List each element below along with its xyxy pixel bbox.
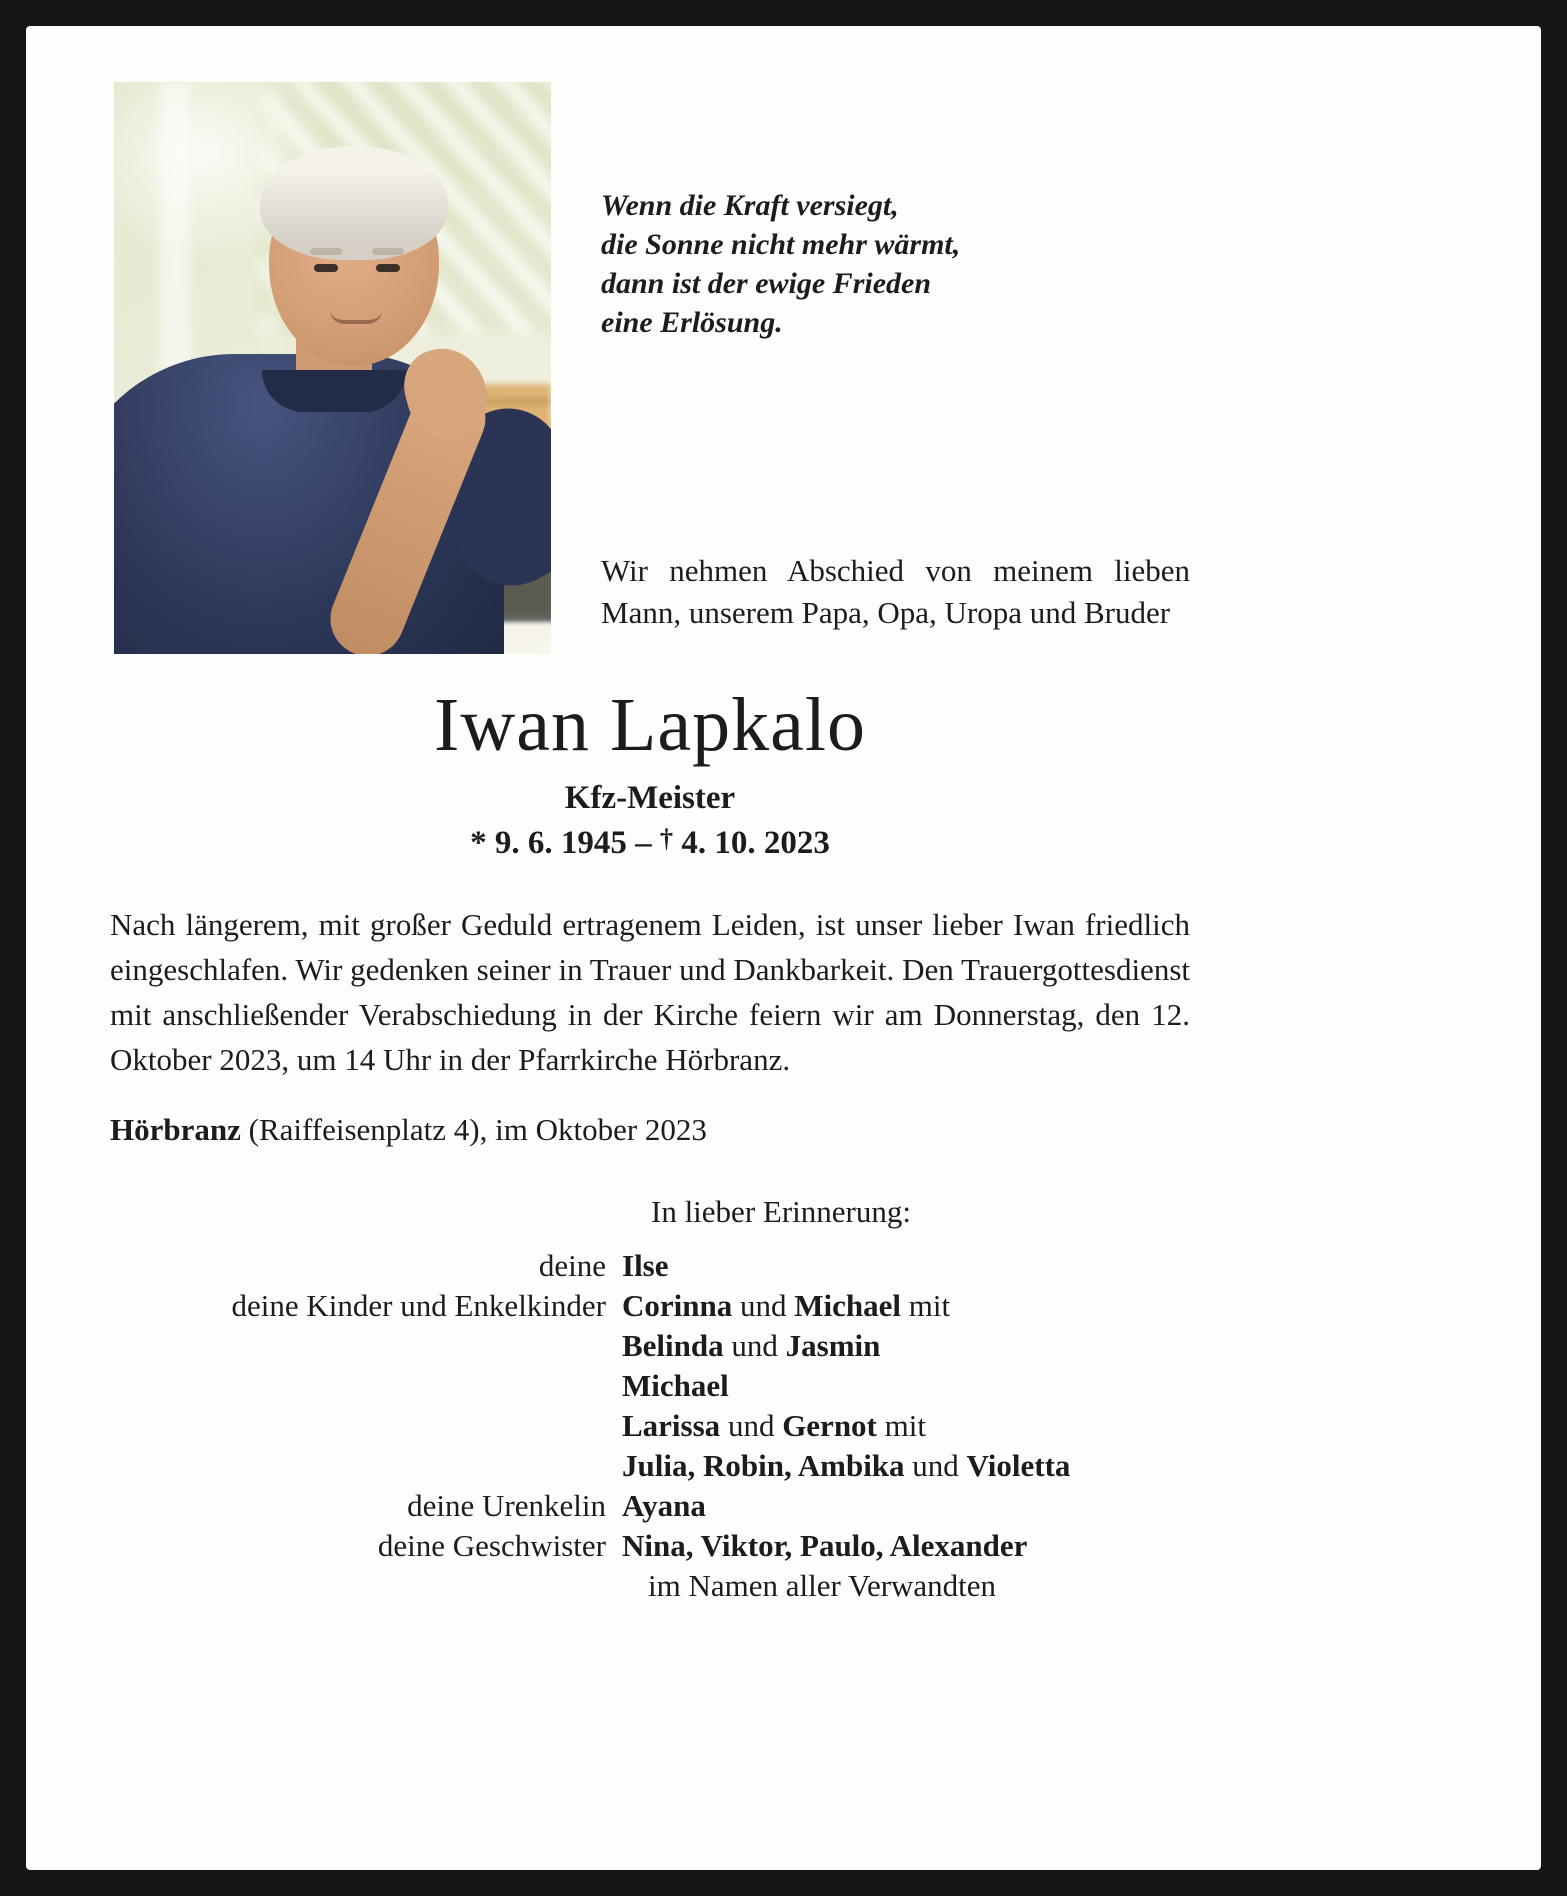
memorial-section xyxy=(110,1192,1190,1606)
memorial-relation-label: deine Kinder und Enkelkinder xyxy=(231,1287,606,1323)
memorial-relation-label xyxy=(110,1406,606,1446)
photo-shirt-collar xyxy=(262,370,406,412)
memorial-relation-label xyxy=(110,1366,606,1406)
memorial-line xyxy=(110,1326,1190,1366)
portrait-photo xyxy=(114,82,551,654)
memorial-relation-label xyxy=(110,1446,606,1486)
memorial-line xyxy=(110,1366,1190,1406)
memorial-names xyxy=(622,1366,1190,1406)
photo-man-hair xyxy=(260,146,448,260)
poem-line: dann ist der ewige Frieden xyxy=(601,267,932,300)
memorial-line xyxy=(110,1286,1190,1326)
memorial-name: Violetta xyxy=(966,1447,1071,1483)
deceased-profession: Kfz-Meister xyxy=(564,779,736,816)
dagger-symbol: † xyxy=(659,822,674,853)
memorial-name: Michael xyxy=(622,1367,729,1403)
place-date-line xyxy=(110,1112,1190,1148)
obituary-sheet xyxy=(26,26,1541,1870)
photo-eye-right xyxy=(376,264,400,272)
memorial-connector: mit xyxy=(901,1287,951,1323)
memorial-names xyxy=(622,1326,1190,1366)
memorial-line xyxy=(110,1406,1190,1446)
memorial-name: Corinna xyxy=(622,1287,733,1323)
memorial-relation-label xyxy=(110,1326,606,1366)
memorial-name: Julia, Robin, Ambika xyxy=(622,1447,905,1483)
memorial-relation-label: deine xyxy=(538,1247,606,1283)
memorial-line xyxy=(110,1446,1190,1486)
main-column xyxy=(110,26,1190,1606)
top-section xyxy=(110,26,1190,654)
memorial-names xyxy=(622,1486,1190,1526)
farewell-text: Wir nehmen Abschied von meinem lieben Mann, unserem Papa, Opa, Uropa und Bruder xyxy=(601,553,1190,630)
dates-separator: – xyxy=(626,824,660,861)
memorial-connector: und xyxy=(904,1447,967,1483)
memorial-line xyxy=(110,1566,1190,1606)
place-name: Hörbranz xyxy=(110,1111,241,1147)
announcement-text: Nach längerem, mit großer Geduld ertragenem Leiden, ist unser lieber Iwan friedlich eingeschlafen. Wir gedenken seiner in Trauer und Dankbarkeit. Den Trauergottesdienst mit anschließender Verabschiedung in der Kirche feiern wir am Donnerstag, den 12. Oktober 2023, um 14 Uhr in der Pfarrkirche Hörbranz. xyxy=(110,906,1190,1077)
poem-line: eine Erlösung. xyxy=(601,306,783,339)
memorial-line xyxy=(110,1246,1190,1286)
memorial-rows xyxy=(110,1246,1190,1606)
memorial-relation-label xyxy=(110,1566,606,1606)
memorial-names xyxy=(622,1566,1190,1606)
memorial-name: Larissa xyxy=(622,1407,721,1443)
top-right-column xyxy=(601,82,1190,654)
memorial-heading: In lieber Erinnerung: xyxy=(651,1193,911,1229)
photo-eye-left xyxy=(314,264,338,272)
memorial-name: Gernot xyxy=(782,1407,877,1443)
poem-line: die Sonne nicht mehr wärmt, xyxy=(601,228,961,261)
memorial-names xyxy=(622,1406,1190,1446)
memorial-relation-label: deine Geschwister xyxy=(377,1527,606,1563)
photo-mouth xyxy=(330,310,382,324)
memorial-names xyxy=(622,1246,1190,1286)
memorial-relation-label: deine Urenkelin xyxy=(407,1487,606,1523)
deceased-name: Iwan Lapkalo xyxy=(434,683,866,767)
memorial-connector: mit xyxy=(876,1407,926,1443)
memorial-connector: und xyxy=(720,1407,783,1443)
memorial-name: Ayana xyxy=(622,1487,706,1523)
death-date: 4. 10. 2023 xyxy=(673,824,830,861)
photo-eyebrow-left xyxy=(310,248,342,255)
memorial-name: Nina, Viktor, Paulo, Alexander xyxy=(622,1527,1028,1563)
memorial-name: Belinda xyxy=(622,1327,724,1363)
memorial-connector: und xyxy=(732,1287,795,1323)
memorial-connector: und xyxy=(723,1327,786,1363)
memorial-name: Ilse xyxy=(622,1247,669,1283)
memorial-name: Michael xyxy=(794,1287,901,1323)
memorial-line xyxy=(110,1486,1190,1526)
place-address-date: (Raiffeisenplatz 4), im Oktober 2023 xyxy=(240,1111,707,1147)
memorial-connector: im Namen aller Verwandten xyxy=(648,1567,997,1603)
memorial-poem xyxy=(601,186,1190,342)
memorial-names xyxy=(622,1526,1190,1566)
memorial-names xyxy=(622,1446,1190,1486)
poem-line: Wenn die Kraft versiegt, xyxy=(601,189,899,222)
memorial-line xyxy=(110,1526,1190,1566)
birth-date: * 9. 6. 1945 xyxy=(470,824,627,861)
life-dates xyxy=(110,823,1190,862)
photo-eyebrow-right xyxy=(372,248,404,255)
memorial-names xyxy=(622,1286,1190,1326)
memorial-name: Jasmin xyxy=(785,1327,881,1363)
